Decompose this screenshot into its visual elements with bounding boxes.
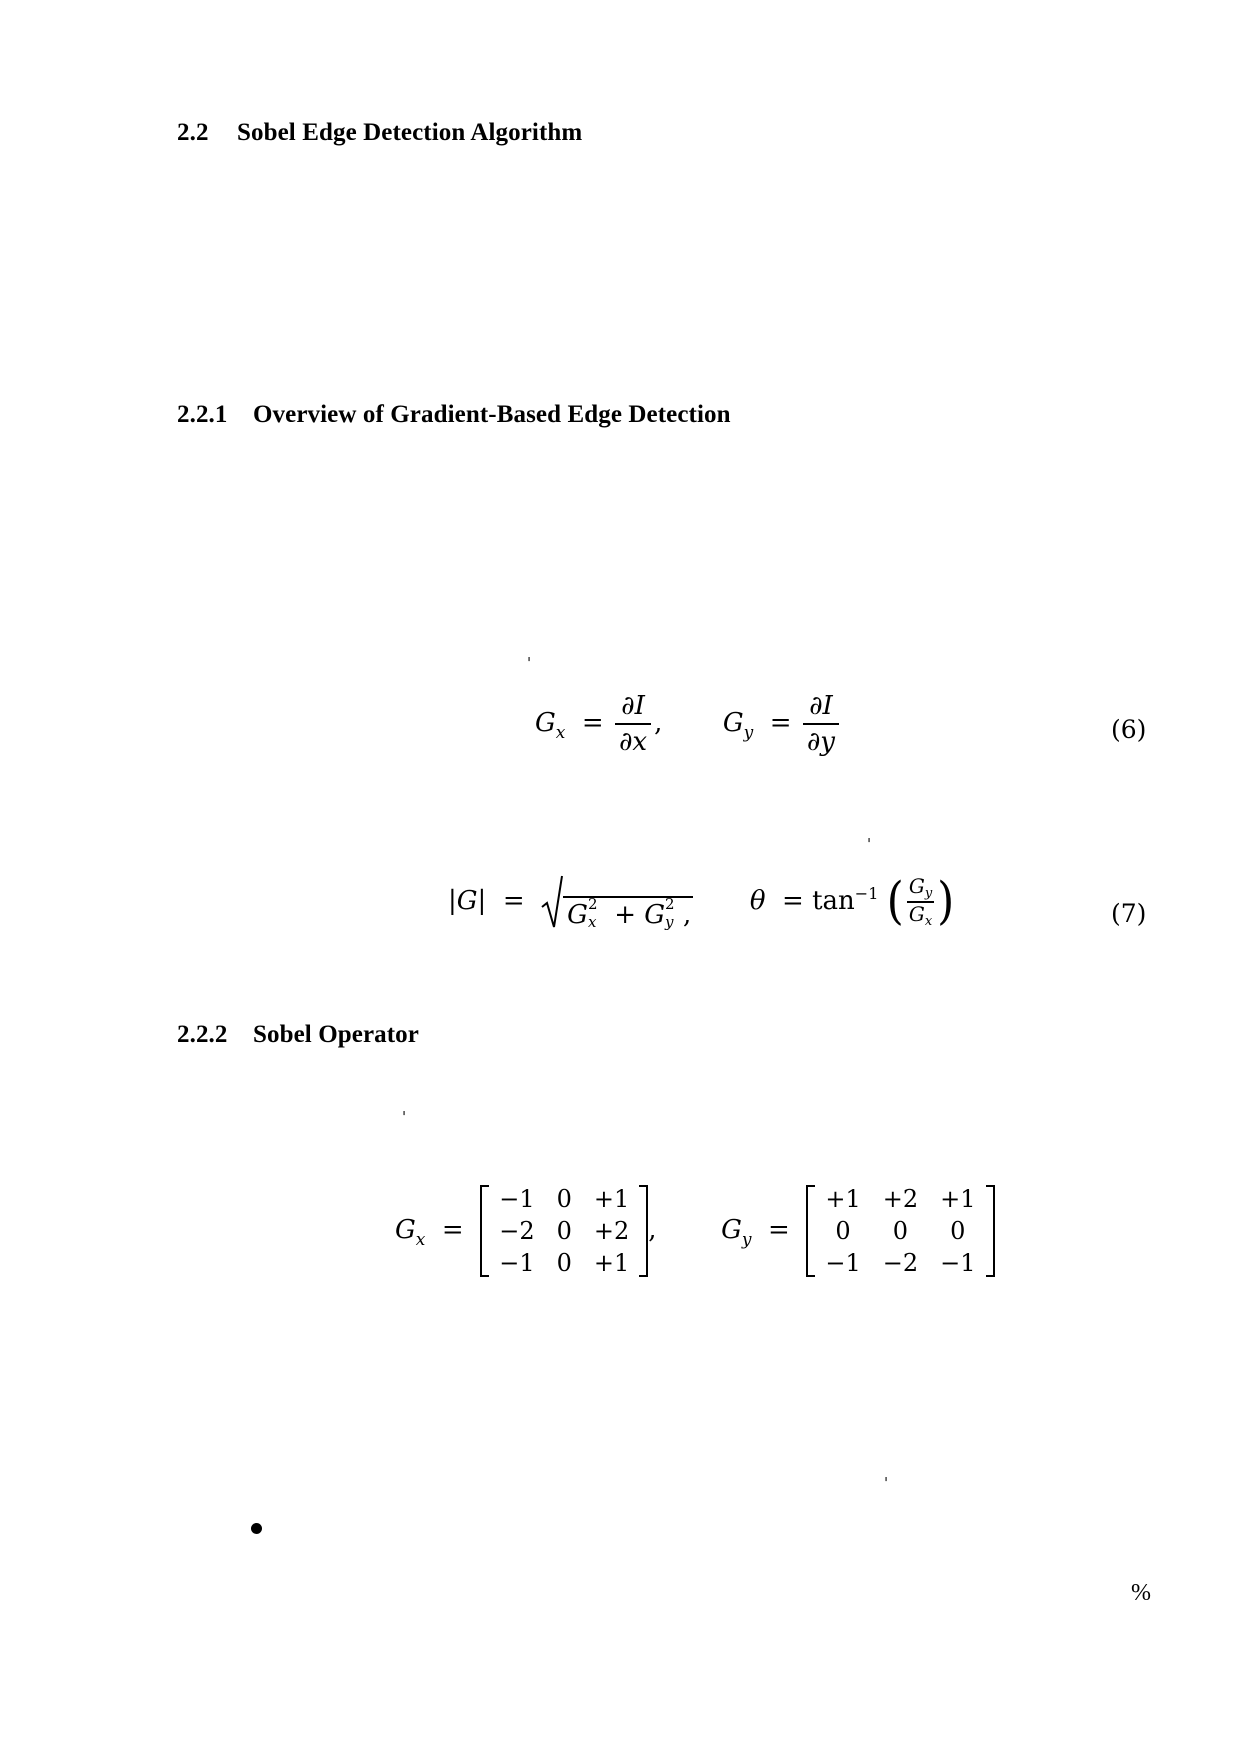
tick-mark: ' [884,1474,889,1492]
section-heading-2-2-1 [177,401,731,429]
heading-title: Sobel Operator [253,1021,419,1048]
equation-number-6: (6) [1111,715,1147,744]
tick-mark: ' [527,654,532,672]
heading-number: 2.2 [177,119,209,146]
bullet-point [251,1523,262,1534]
heading-title: Sobel Edge Detection Algorithm [237,119,583,146]
percent-sign: % [1131,1580,1151,1606]
tick-mark: ' [402,1108,407,1126]
fraction-gy-gx: $\frac{G_y}{G_x}$ [908,874,933,929]
heading-title: Overview of Gradient-Based Edge Detection [253,401,731,428]
sobel-kernels: $G_x$ = −1 0 +1 −2 0 +2 −1 0 +1 , $G_y$ = +1 +2 +1 0 0 0 −1 −2 −1 [395,1183,995,1279]
gy-kernel-matrix: +1 +2 +1 0 0 0 −1 −2 −1 [806,1183,994,1279]
heading-number: 2.2.2 [177,1021,228,1048]
equation-6: $G_x$ = $\frac{\partial I}{\partial x}$ , $G_y$ = $\frac{\partial I}{\partial y}$ [535,693,842,755]
section-heading-2-2 [177,119,582,147]
equation-number-7: (7) [1111,899,1147,928]
tick-mark: ' [867,835,872,853]
section-heading-2-2-2 [177,1021,419,1049]
square-root: G 2 x + G 2 y , [541,875,693,929]
fraction-di-dx: $\frac{\partial I}{\partial x}$ [615,693,651,755]
equation-7: |G| = G 2 x + G 2 y , $\theta = \tan^{-1}$ ( $\frac{G_y}{G_x}$ ) [448,872,955,931]
heading-number: 2.2.1 [177,401,228,428]
fraction-di-dy: $\frac{\partial I}{\partial y}$ [803,693,839,755]
gx-kernel-matrix: −1 0 +1 −2 0 +2 −1 0 +1 [480,1183,648,1279]
